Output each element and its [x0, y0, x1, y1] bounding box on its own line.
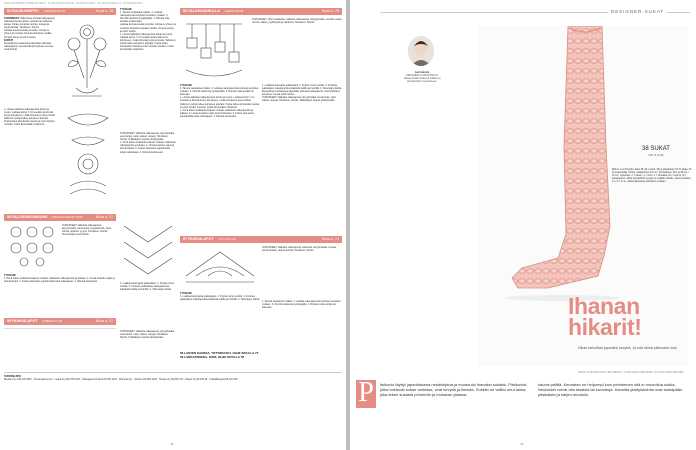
pattern-info	[612, 168, 692, 248]
intro-text-col2: kaunis pelittä. Kannatan ne helpompi kuin perinteinen sitä ei muotoilua sukka. Neulokset voivat olla tasaisia tai kuvioituja. Kauniita yksityiskohtia ovat kantapään pitsikaista ja kärjen muotoilu.	[538, 382, 683, 397]
section-54-instructions	[4, 274, 116, 314]
headline-line-1: Ihanan	[568, 293, 640, 319]
section-56-col2-a: 1. Leikkaa kartongista paikkalaput. 2. Kirjoita nimet tussilla. 3. Koristele paikkalaput nallepaperista leikatuilla kukilla ja helmillä. 4. Taita lappu kahtia.	[262, 84, 342, 91]
author-bio: Jakaa parhaat vinkkinsä sukkien ja yksityiskohtien neulomiseen.	[403, 77, 441, 83]
price-main: 38 SUKAT	[642, 146, 670, 152]
section-54-sub: KUKAN HALKAISIJA 7,5 CM	[51, 216, 83, 219]
middle-text-e: 1. Piirrä kukan terälehdet kaavan mukaan valkoiselle nallepaperille ja leikkaa. 2. Liimaa keskelle nappi ja kiinnitä lanka. 3. Kokoa valonauha pujottamalla kukat valosarjaan. 4. Ripusta koristeeksi.	[120, 141, 176, 154]
section-54-tyo: 1. Piirrä kukan terälehdet kaavan mukaan valkoiselle nallepaperille ja leikkaa. 2. Liimaa keskelle nappi ja kiinnitä lanka. 3. Kokoa valonauha pujottamalla kukat valosarjaan. 4. Ripusta koristeeksi.	[4, 277, 115, 284]
middle-column-pullot	[120, 132, 176, 218]
flower-templates-drawing	[6, 224, 60, 268]
middle-column-bottom	[120, 282, 176, 326]
section-53-kuosit: Ruusukimpun sisäosana käytetään valkoista nallepaperia, ruusunlehtiä ja kehyksen reunaa sekä helmiä.	[4, 41, 53, 51]
section-56-col2-c: TARVIKKEET: Valkoista nallepaperia, akryylimaalia, sievä lanka, napit, sakset, tusseja. Tarvikkeet: Stocks. Paikkalaput sopivat juhlapöytään.	[262, 96, 337, 103]
page-number-left: 78	[170, 442, 174, 446]
label-tyoohje-57: TYÖOHJE:	[180, 292, 193, 295]
section-53-text	[4, 17, 56, 107]
section-53-sub: KORKEUS 60 CM	[43, 10, 65, 13]
price-sub: NO. 6 (9-8)	[648, 153, 664, 157]
section-56-tyo-c: 1. Piirrä kukan terälehdet kaavan mukaan valkoiselle nallepaperille ja leikkaa. 2. Liimaa keskelle nappi ja kiinnitä lanka. 3. Kokoa valonauha pujottamalla kukat valosarjaan. 4. Ripusta koristeeksi.	[180, 108, 254, 118]
section-55-kuva: Kuva s. 17	[96, 319, 113, 323]
section-56-tarvikkeet: TARVIKKEET: Ohut rautalanka, valkoista nallepaperia, akryylimaalia, vesivärit, lanka, helmiä, sakset, pyykkipojat ja valokuvia. Tarvikkeet: Stocks.	[252, 18, 342, 25]
section-56-sub: LEVEYS 58 CM	[224, 10, 244, 13]
hanging-rack-drawing	[180, 18, 248, 80]
section-55-title: 55 PAIKKALAPUT	[7, 319, 38, 323]
section-53-bar	[4, 8, 116, 15]
section-53-text-continued	[4, 108, 56, 206]
section-56-materials	[252, 18, 342, 80]
section-56-col2-b: Ruusukimpun sisäosana käytetään valkoista nallepaperia, ruusunlehtiä ja kehyksen reunaa sekä helmiä.	[262, 90, 340, 97]
section-54-tarvikkeet: TARVIKKEET: Valkoista nallepaperia, akryylimaalia, sievä lanka, kangasliimaa, napit, helmiä, leikkurin tyynyä. Tarvikkeet: Stocks. Suunnittelija Lena Nordin.	[62, 224, 112, 237]
pattern-info-text: MALLI: Leni Heinola, koko 36–39. Lanka: 100 g pitsilankaa (70 % villaa, 30 % polyamidia). Puikot: sukkapuikot 2,5 mm. Neuletiheys: 30 s ja 40 krs = 10 cm. Lyhenteet: o = oikein, n = nurin, s = silmukka, krs = kerros, lk = langankierto. Aloita luomalla 64 s ja jaa ne neljälle puikolle. Neulo joustinta 2 o, 2 n 3 cm. Jatka pitsikuviota piirroksen mukaan.	[612, 168, 692, 184]
label-tarvikkeet: TARVIKKEET:	[4, 17, 20, 20]
section-56-tyo-b: L. Liimaa valkoista nallepaperista lehdet ja ruusut. Leikkaa kehys 7 cm leveäksi ja kiinnitä kuviot kehykseen. Lisää silmukat ja pienet kukat. Valkoinen pohja kulkee kehyksen alta läpi. Pujota lanka silmukoiden kautta ja solmi lopuksi rusetiksi. Kukat kiinnitetään ristipistoin.	[180, 96, 260, 109]
credit-line: TEKSTI JA SUUNNITTELU LENI HEINOLA · KUVAT ANNA LINDSTRÖM · STYLING KAISA VIRTANEN	[578, 372, 684, 374]
section-59-title: 59 LANKATONKKA, KORI, OHJE SIVULLA 78	[180, 354, 244, 359]
rose-bouquet-pattern	[58, 18, 116, 106]
middle-text-c: L. Liimaa valkoista nallepaperista lehdet ja ruusut. Leikkaa kehys 7 cm leveäksi ja kiinnitä kuviot kehykseen. Lisää silmukat ja pienet kukat. Valkoinen pohja kulkee kehyksen alta läpi. Pujota lanka silmukoiden kautta ja solmi lopuksi rusetiksi. Kukat kiinnitetään ristipistoin.	[120, 32, 176, 52]
section-54-kuva: Kuva s. 17	[96, 215, 113, 219]
author-name: Leni Heinola	[414, 71, 430, 74]
section-57-materials	[262, 246, 342, 298]
deck: Hikari tarkoittaa japaniksi kevyttä. Ja sitä nämä pitsisukat ovat.	[578, 346, 678, 350]
diamond-pattern-drawing	[120, 222, 176, 280]
section-57-instructions	[180, 292, 260, 346]
left-page	[0, 0, 346, 450]
middle-text-b: Leikkaa kuviosta kukat ja lehdet. Liimaa ne yhteen ja muotoile kimpuksi kehyksen sisälle. Ompele kehys ja solmi nauha.	[120, 23, 176, 33]
author-caption	[398, 71, 446, 83]
section-56-instructions-col2	[262, 84, 342, 224]
section-57-title: 57 PAIKKALAPUT	[183, 237, 214, 241]
section-57-tarvikkeet: TARVIKKEET: Valkoista nallepaperia, kartonkia, akryylimaalia, tusseja, pientä lankaa, napit ja helmiä. Tarvikkeet: Stocks.	[262, 246, 337, 253]
section-55-spacer	[4, 328, 116, 340]
section-56-instructions	[180, 84, 260, 224]
section-tag: DESIGNER-SUKAT	[608, 9, 667, 14]
right-page	[350, 0, 696, 450]
author-avatar	[408, 36, 434, 66]
middle-column-top	[120, 8, 176, 128]
page-number-right: 79	[520, 442, 524, 446]
supplier-list-heading: TARVIKELISTA	[4, 375, 21, 378]
label-tyoohje-56: TYÖOHJE:	[180, 84, 193, 87]
intro-text: itsikuvio täyttyi japanilaisena neulekirjana ja muotoutui ihanaksi sukaksi. Pitsikuviot, jotka toistuvat sukan vartessa, ovat kevyitä ja ilmavia. Sukkiin on valittu ohut lanka, joka tekee sukasta pehmeän ja mukavan jalassa.	[380, 382, 528, 397]
section-57-bar	[180, 236, 342, 243]
label-tyoohje-54: TYÖOHJE:	[4, 274, 17, 277]
section-53-kuva: Kuva s. 15	[96, 9, 113, 13]
middle-text-g: TARVIKKEET: Valkoista nallepaperia, akryylimaalia, sievä lanka, napit, sakset, tusseja. Tarvikkeet: Stocks. Paikkalaput sopivat juhlapöytään.	[120, 330, 175, 340]
leaf-template-drawing	[58, 108, 118, 204]
section-55-sub: KORKEUS 11 CM	[42, 320, 62, 323]
label-tyoohje-mid: TYÖOHJE:	[120, 8, 133, 11]
middle-text-f: 1. Leikkaa kartongista paikkalaput. 2. Kirjoita nimet tussilla. 3. Koristele paikkalaput nallepaperista leikatuilla kukilla ja helmillä. 4. Taita lappu kahtia.	[120, 282, 174, 292]
author-role: DESIGNER-SUUNNITTELIJA	[406, 74, 438, 77]
section-55-bar	[4, 318, 116, 325]
section-53-text-b: L. Liimaa valkoista nallepaperista lehdet ja ruusut. Leikkaa kehys 7 cm leveäksi ja kiinnitä kuviot kehykseen. Lisää silmukat ja pienet kukat. Valkoinen pohja kulkee kehyksen alta läpi. Pujota lanka silmukoiden kautta ja solmi lopuksi rusetiksi. Kukat kiinnitetään ristipistoin.	[4, 108, 56, 127]
headline-line-2: hikarit!	[568, 314, 642, 340]
section-57-instructions-b	[262, 300, 342, 346]
middle-column-55-materials	[120, 330, 176, 358]
section-58-59	[180, 352, 342, 368]
page-runner: 53 RUUSUKIMPPU KOHDE 56 KEVÄT · 54 VALOKUKKANAUHA · 55 PAIKKALAPUT · 56 VALOKUVARULLA · 57 PAIKKALAPUT	[4, 2, 143, 5]
section-56-tyo: 1. Taivuta rautalanka rullaksi. 2. Leikkaa nallepaperista kehykset kuvioiden mukaan. 3. Kiinnitä valokuvat pyykkipojilla. 4. Ripusta rulla seinälle tai ikkunaan.	[180, 87, 259, 97]
section-58-title: 58 LASTEN KANSSA, YRTTIRUUKU, OHJE SIVULLA 77.	[180, 352, 260, 355]
label-kuosit: KUOSIT	[4, 38, 14, 42]
section-57-tyo: 1. Leikkaa kartongista paikkalaput. 2. Kirjoita nimet tussilla. 3. Koristele paikkalaput nallepaperista leikatuilla kukilla ja helmillä. 4. Taita lappu kahtia.	[180, 295, 260, 302]
section-57-kuva: Kuva s. 74	[322, 237, 339, 241]
middle-text-a: 1. Taivuta rautalanka rullaksi. 2. Leikkaa nallepaperista kehykset kuvioiden mukaan. 3. Kiinnitä valokuvat pyykkipojilla. 4. Ripusta rulla seinälle tai ikkunaan.	[120, 11, 170, 24]
section-56-kuva: Kuva s. 75	[322, 9, 339, 13]
section-54-title: 54 VALOKUKKANAUHA	[7, 215, 48, 219]
section-53-title: 53 RUUSUKIMPPU	[7, 9, 39, 13]
section-56-title: 56 VALOKUVARULLA	[183, 9, 220, 13]
section-53-tarvikkeet: Valkoista ja vihreää nallepaperia, valkopaperia tai pahvia, vesivärit tai värikyniä, sakset, liimaa, punaista nauhaa, tusseja ja pientä lankaa. Tarvikkeet: Stocks.	[4, 17, 56, 30]
section-54-materials	[62, 224, 116, 272]
place-card-drawing	[182, 246, 258, 288]
section-54-bar	[4, 214, 116, 221]
section-56-bar	[180, 8, 342, 15]
section-53-ohje: Leikkaa kuviosta kukat ja lehdet. Liimaa ne yhteen ja muotoile kimpuksi kehyksen sisälle. Ompele kehys ja solmi nauha.	[4, 29, 53, 39]
supplier-list-text: Bleaktra Oy 010-123 4567 · Kuvanrakennus.fi · Lanka Oy 020-765 4321 · Nallepaperi Finland 09-870 1122 · Wimmaa Oy · Stocks 010-555 1234 · Tarvike Oy 09-600 700 · Paperi Oy 03-445 66 · Tekstiilikauppa 06-120 340	[4, 378, 238, 382]
middle-text-d: TARVIKKEET: Valkoista nallepaperia, akryylimaalia, sievä lanka, napit, sakset, tusseja. Tarvikkeet: Stocks. Paikkalaput sopivat juhlapöytään.	[120, 132, 175, 142]
supplier-list	[4, 372, 342, 416]
drop-cap: P	[356, 380, 376, 408]
headline	[568, 293, 642, 340]
section-57-sub: K 8 X 10,5 CM	[218, 238, 236, 241]
section-57-tyo-b: 1. Taivuta rautalanka rullaksi. 2. Leikkaa nallepaperista kehykset kuvioiden mukaan. 3. Kiinnitä valokuvat pyykkipojilla. 4. Ripusta rulla seinälle tai ikkunaan.	[262, 300, 341, 310]
price-tag	[634, 146, 678, 164]
